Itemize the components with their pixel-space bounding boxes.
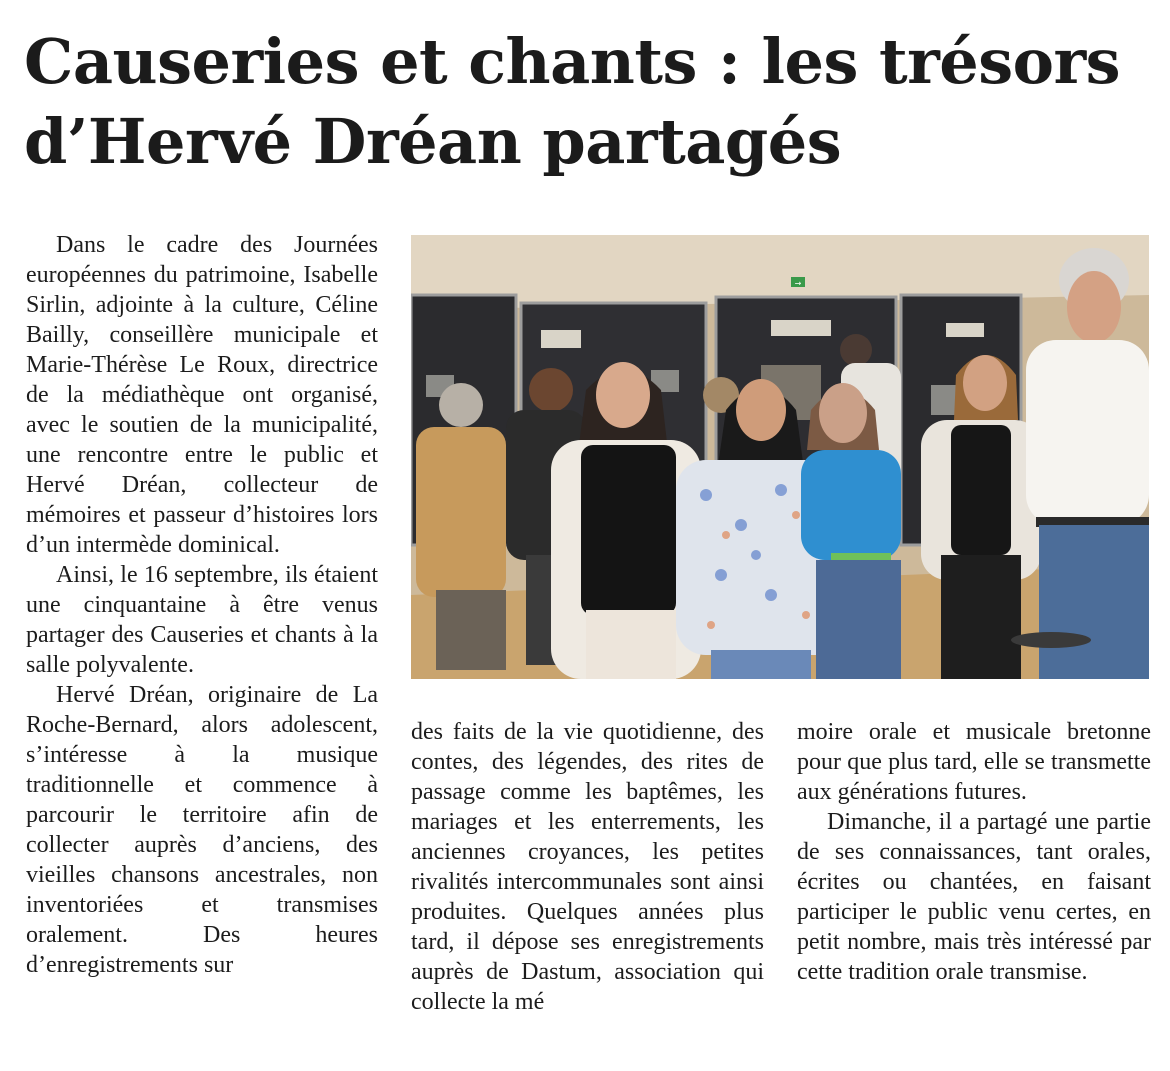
paragraph-attendance: Ainsi, le 16 septembre, ils étaient une cinquantaine à être venus partager des Causeries et chants à la salle polyvalente. bbox=[26, 562, 378, 678]
headline bbox=[24, 22, 1154, 182]
article-column-3 bbox=[797, 717, 1151, 987]
chair bbox=[1011, 632, 1091, 648]
paragraph-sunday: Dimanche, il a partagé une partie de ses connaissances, tant orales, écrites ou chantées, en faisant participer le public venu certes, en petit nombre, mais très intéressé par cette tradition orale transmise. bbox=[797, 809, 1151, 985]
paragraph-biography: Hervé Dréan, originaire de La Roche-Bernard, alors adolescent, s’intéresse à la musique traditionnelle et commence à parcourir le territoire afin de collecter auprès d’anciens, des vieilles chansons ancestrales, non inventoriées et transmises oralement. Des heures d’enregistrements sur bbox=[26, 682, 378, 978]
headline-line-1: Causeries et chants : les trésors bbox=[24, 25, 1121, 98]
paragraph-recordings: des faits de la vie quotidienne, des contes, des légendes, des rites de passage comme les baptêmes, les mariages et les enterrements, les anciennes croyances, les petites rivalités intercommunales sont ainsi produites. Quelques années plus tard, il dépose ses enregistrements auprès de Dastum, association qui collecte la mé bbox=[411, 719, 764, 1015]
article-column-2 bbox=[411, 717, 764, 1017]
paragraph-intro: Dans le cadre des Journées européennes du patrimoine, Isabelle Sirlin, adjointe à la culture, Céline Bailly, conseillère municipale et Marie-Thérèse Le Roux, directrice de la médiathèque ont organisé, avec le soutien de la municipalité, une rencontre entre le public et Hervé Dréan, collecteur de mémoires et passeur d’histoires lors d’un intermède dominical. bbox=[26, 232, 378, 558]
paragraph-memory: moire orale et musicale bretonne pour que plus tard, elle se transmette aux générations futures. bbox=[797, 719, 1151, 805]
headline-line-2: d’Hervé Dréan partagés bbox=[24, 105, 842, 178]
article-column-1 bbox=[26, 230, 378, 980]
exit-sign-arrow: → bbox=[794, 279, 802, 288]
photo-illustration bbox=[411, 235, 1149, 679]
article-photo bbox=[411, 235, 1149, 679]
